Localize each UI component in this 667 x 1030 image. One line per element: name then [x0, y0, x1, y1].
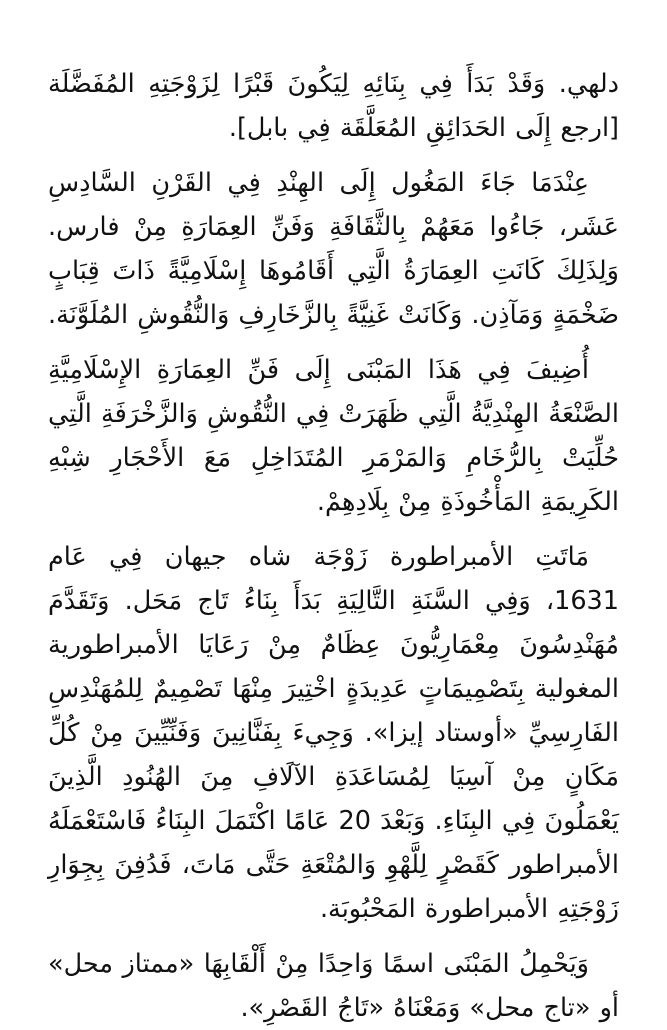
paragraph-construction-history: مَاتَتِ الأمبراطورة زَوْجَة شاه جيهان فِي عَام 1631، وَفِي السَّنَةِ التَّالِيَةِ بَدَأَ بِنَاءُ تَاج مَحَل. وَتَقَدَّمَ مُهَنْدِسُونَ مِعْمَارِيُّونَ عِظَامٌ مِنْ رَعَايَا الأمبراطورية المغولية بِتَصْمِيمَاتٍ عَدِيدَةٍ اخْتِيرَ مِنْهَا تَصْمِيمٌ لِلمُهَنْدِسِ الفَارِسِيِّ «أوستاد إيزا». وَجِيءَ بِفَنَّانِينَ وَفَنِّيِّينَ مِنْ كُلِّ مَكَانٍ مِنْ آسِيَا لِمُسَاعَدَةِ الآلَافِ مِنَ الهُنُودِ الَّذِينَ يَعْمَلُونَ فِي البِنَاءِ. وَبَعْدَ 20 عَامًا اكْتَمَلَ البِنَاءُ فَاسْتَعْمَلَهُ الأمبراطور كَقَصْرٍ لِلَّهْوِ وَالمُتْعَةِ حَتَّى مَاتَ، فَدُفِنَ بِجِوَارِ زَوْجَتِهِ الأمبراطورة المَحْبُوبَة. [48, 542, 619, 924]
paragraph-delhi-tomb: دلهي. وَقَدْ بَدَأَ فِي بِنَائِهِ لِيَكُونَ قَبْرًا لِزَوْجَتِهِ المُفَضَّلَة [ارجع إِلَى الحَدَائِقِ المُعَلَّقَة فِي بابل]. [48, 69, 619, 143]
paragraph-name-meaning: وَيَحْمِلُ المَبْنَى اسمًا وَاحِدًا مِنْ أَلْقَابِهَا «ممتاز محل» أو «تاج محل» وَمَعْنَاهُ «تَاجُ القَصْرِ». [48, 949, 619, 1023]
paragraph-indian-craft: أُضِيفَ فِي هَذَا المَبْنَى إِلَى فَنِّ العِمَارَةِ الإِسْلَامِيَّةِ الصَّنْعَةُ الهِنْدِيَّةُ الَّتِي ظَهَرَتْ فِي النُّقُوشِ وَالزَّخْرَفَةِ الَّتِي حُلِّيَتْ بِالرُّخَامِ وَالمَرْمَرِ المُتَدَاخِلِ مَعَ الأَحْجَارِ شِبْهِ الكَرِيمَةِ المَأْخُوذَةِ مِنْ بِلَادِهِمْ. [48, 355, 619, 517]
paragraph-mughal-architecture: عِنْدَمَا جَاءَ المَغُول إِلَى الهِنْدِ فِي القَرْنِ السَّادِسِ عَشَر، جَاءُوا مَعَهُمْ بِالثَّقَافَةِ وَفَنِّ العِمَارَةِ مِنْ فارس. وَلِذَلِكَ كَانَتِ العِمَارَةُ الَّتِي أَقَامُوهَا إِسْلَامِيَّةً ذَاتَ قِبَابٍ ضَخْمَةٍ وَمَآذِن. وَكَانَتْ غَنِيَّةً بِالزَّخَارِفِ وَالنُّقُوشِ المُلَوَّنَة. [48, 168, 619, 330]
